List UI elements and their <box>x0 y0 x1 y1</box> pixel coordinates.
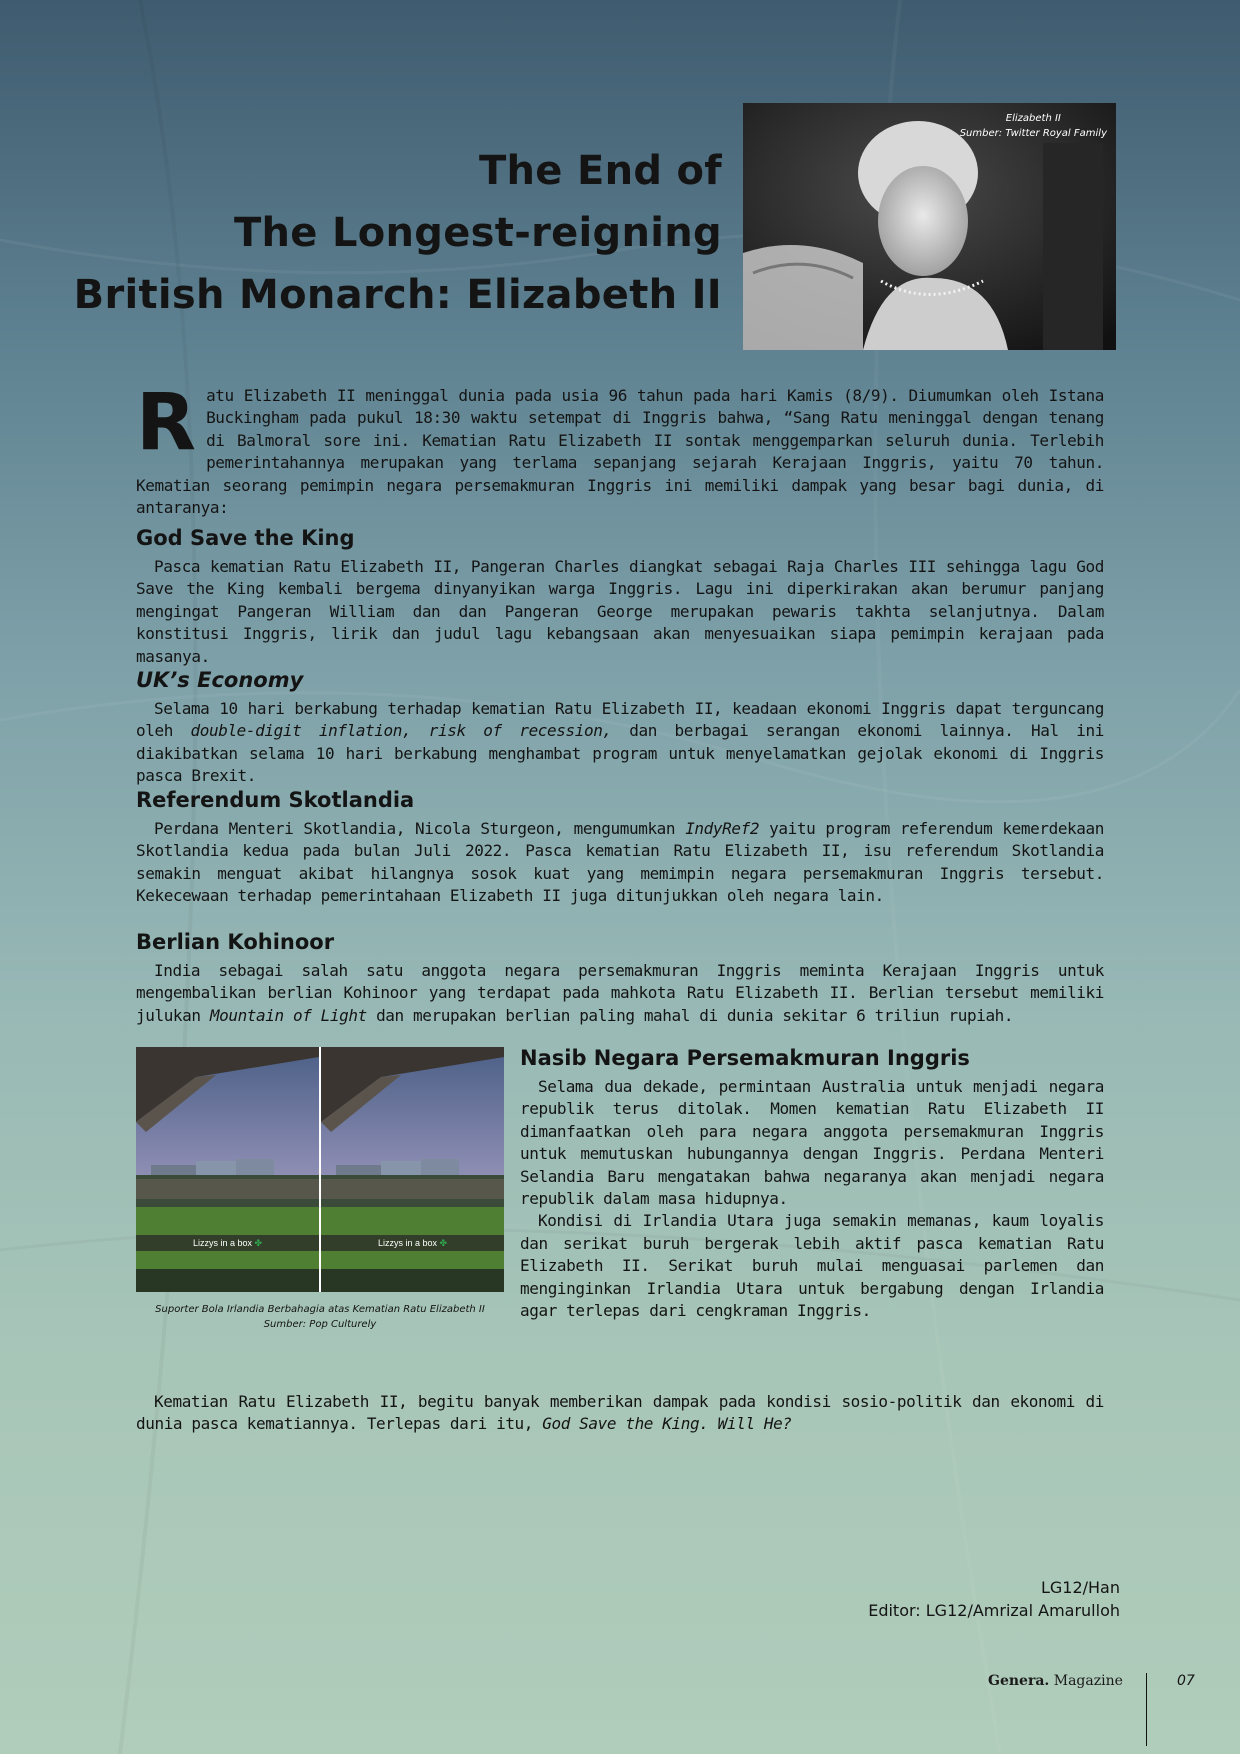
economy-text-part-2: dan berbagai serangan ekonomi lainnya. Hal ini diakibatkan selama 10 hari berkabung menghambat program untuk menyelamatkan gejolak ekonomi di Inggris pasca Brexit. <box>136 721 1105 786</box>
stadium-photo-right <box>321 1047 504 1292</box>
section-text-referendum <box>136 818 1104 908</box>
stadium-photo-left <box>136 1047 319 1292</box>
stadium-photo <box>136 1047 504 1292</box>
closing-text: Kematian Ratu Elizabeth II, begitu banyak memberikan dampak pada kondisi sosio-politik dan ekonomi di dunia pasca kematiannya. Terlepas dari itu, <box>136 1392 1104 1434</box>
hero-caption <box>960 111 1107 141</box>
queen-photo <box>743 103 1116 350</box>
kohinoor-text-part-2: dan merupakan berlian paling mahal di dunia sekitar 6 triliun rupiah. <box>366 1005 1014 1025</box>
kohinoor-text-part-1: India sebagai salah satu anggota negara persemakmuran Inggris meminta Kerajaan Inggris untuk mengembalikan berlian Kohinoor yang terdapat pada mahkota Ratu Elizabeth II. Berlian tersebut memiliki julukan <box>136 961 1104 1025</box>
section-commonwealth <box>520 1044 1104 1322</box>
editor-credit: Editor: LG12/Amrizal Amarulloh <box>868 1601 1120 1620</box>
magazine-brand: Genera. <box>988 1673 1050 1689</box>
section-heading-kohinoor: Berlian Kohinoor <box>136 930 335 954</box>
section-heading-god-save: God Save the King <box>136 526 355 550</box>
referendum-text-part-1: Perdana Menteri Skotlandia, Nicola Sturgeon, mengumumkan <box>154 819 686 838</box>
magazine-suffix: Magazine <box>1049 1673 1123 1689</box>
shamrock-icon: ✤ <box>439 1238 448 1248</box>
section-heading-referendum: Referendum Skotlandia <box>136 788 415 812</box>
section-heading-economy: UK’s Economy <box>136 668 304 692</box>
section-text-commonwealth-2: Kondisi di Irlandia Utara juga semakin memanas, kaum loyalis dan serikat buruh bergerak lebih aktif pasca kematian Ratu Elizabeth II. Serikat buruh mulai menguasai parlemen dan menginginkan Irlandia Utara untuk bergabung dengan Irlandia agar terlepas dari cengkraman Inggris. <box>520 1211 1104 1321</box>
drop-cap: R <box>136 378 197 468</box>
title-line-3: British Monarch: Elizabeth II <box>73 272 722 318</box>
closing-paragraph-block <box>136 1391 1104 1436</box>
magazine-name <box>988 1673 1123 1689</box>
title-line-2: The Longest-reigning <box>233 210 722 256</box>
referendum-text-part-2: yaitu program referendum kemerdekaan Skotlandia kedua pada bulan Juli 2022. Pasca kematian Ratu Elizabeth II, isu referendum Skotlandia semakin menguat akibat hilangnya sosok kuat yang memimpin negara persemakmuran Inggris tersebut. Kekecewaan terhadap pemerintahaan Elizabeth II juga ditunjukkan oleh negara lain. <box>136 819 1104 906</box>
section-economy <box>136 666 1104 788</box>
referendum-text-italic: IndyRef2 <box>685 819 760 838</box>
page-number: 07 <box>1177 1673 1195 1689</box>
intro-paragraph-block <box>136 378 1104 519</box>
economy-text-part-1: Selama 10 hari berkabung terhadap kematian Ratu Elizabeth II, keadaan ekonomi Inggris dapat terguncang oleh <box>136 699 1104 741</box>
section-text-god-save: Pasca kematian Ratu Elizabeth II, Pangeran Charles diangkat sebagai Raja Charles III sehingga lagu God Save the King kembali bergema dinyanyikan warga Inggris. Lagu ini diperkirakan akan berumur panjang mengingat Pangeran William dan dan Pangeran George merupakan pewaris takhta selanjutnya. Dalam konstitusi Inggris, lirik dan judul lagu kebangsaan akan menyesuaikan siapa pemimpin kerajaan pada masanya. <box>136 557 1104 666</box>
shamrock-icon: ✤ <box>254 1238 263 1248</box>
section-god-save <box>136 524 1104 668</box>
stadium-overlay-text-right: Lizzys in a box ✤ <box>377 1238 448 1248</box>
section-text-kohinoor <box>136 960 1104 1027</box>
kohinoor-text-italic: Mountain of Light <box>209 1005 367 1025</box>
credits <box>868 1576 1120 1622</box>
section-text-economy <box>136 698 1104 788</box>
closing-paragraph <box>136 1391 1104 1436</box>
section-referendum <box>136 786 1104 908</box>
hero-caption-source: Sumber: Twitter Royal Family <box>959 128 1107 139</box>
intro-paragraph: atu Elizabeth II meninggal dunia pada usia 96 tahun pada hari Kamis (8/9). Diumumkan oleh Istana Buckingham pada pukul 18:30 waktu setempat di Inggris bahwa, “Sang Ratu meninggal dengan tenang di Balmoral sore ini. Kematian Ratu Elizabeth II sontak menggemparkan seluruh dunia. Terlebih pemerintahannya merupakan yang terlama sepanjang sejarah Kerajaan Inggris, yaitu 70 tahun. Kematian seorang pemimpin negara persemakmuran Inggris ini memiliki dampak yang besar bagi dunia, di antaranya: <box>136 386 1104 518</box>
footer-divider <box>1146 1673 1147 1746</box>
author-credit: LG12/Han <box>1040 1578 1120 1597</box>
stadium-overlay-text-left: Lizzys in a box ✤ <box>192 1238 263 1248</box>
title-line-1: The End of <box>478 148 722 194</box>
hero-caption-name: Elizabeth II <box>1005 113 1061 124</box>
stadium-caption <box>136 1302 504 1332</box>
stadium-caption-line-2: Sumber: Pop Culturely <box>263 1319 377 1330</box>
article-title <box>60 140 722 326</box>
stadium-caption-line-1: Suporter Bola Irlandia Berbahagia atas Kematian Ratu Elizabeth II <box>155 1304 485 1315</box>
closing-text-italic: God Save the King. Will He? <box>542 1414 792 1434</box>
section-text-commonwealth-1: Selama dua dekade, permintaan Australia untuk menjadi negara republik terus ditolak. Momen kematian Ratu Elizabeth II dimanfaatkan oleh para negara anggota persemakmuran Inggris untuk memutuskan hubungannya dengan Inggris. Perdana Menteri Selandia Baru mengatakan bahwa negaranya akan menjadi negara republik dalam masa hidupnya. <box>520 1077 1104 1209</box>
economy-text-italic: double-digit inflation, risk of recession, <box>190 721 612 741</box>
section-kohinoor <box>136 928 1104 1027</box>
section-heading-commonwealth: Nasib Negara Persemakmuran Inggris <box>520 1046 970 1070</box>
